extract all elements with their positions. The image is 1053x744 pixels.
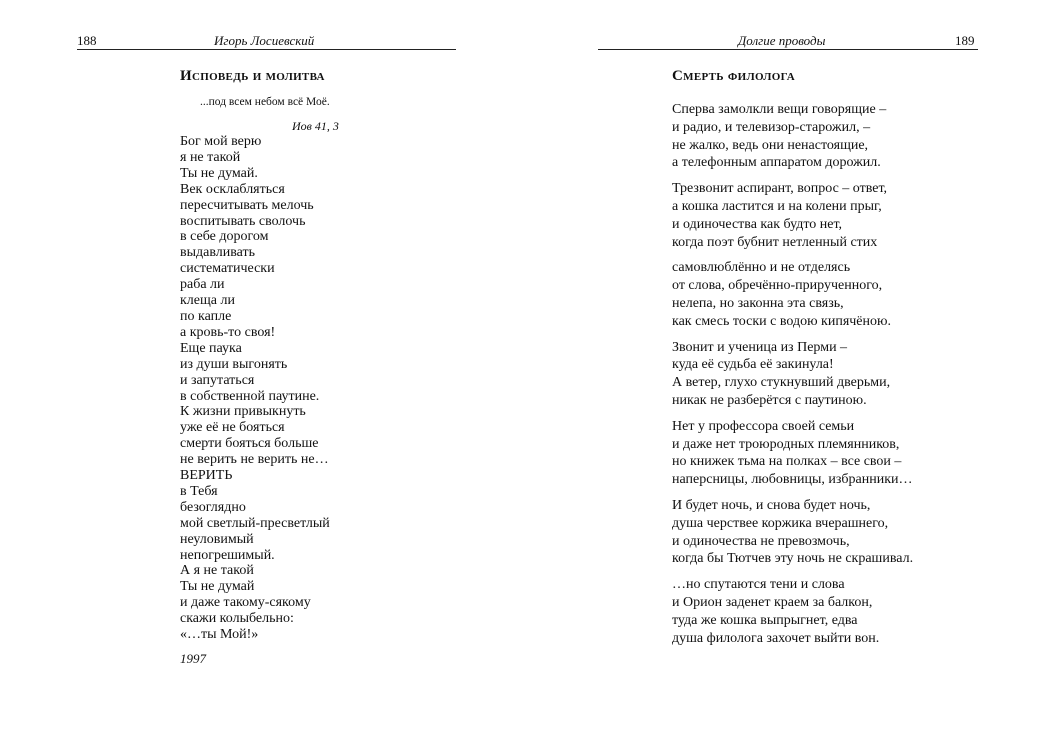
stanza <box>672 339 913 410</box>
stanza <box>672 576 913 647</box>
right-page <box>527 0 1053 744</box>
verse-line: и запутаться <box>180 372 255 388</box>
verse-line: А ветер, глухо стукнувший дверьми, <box>672 375 891 391</box>
verse-line: безоглядно <box>180 499 246 515</box>
verse-line: Век осклабляться <box>180 181 285 197</box>
verse-line: но книжек тьма на полках – все свои – <box>672 454 902 470</box>
verse-line: Нет у профессора своей семьи <box>672 418 855 434</box>
verse-line: …но спутаются тени и слова <box>672 577 845 593</box>
verse-line: раба ли <box>180 277 225 293</box>
verse-line: а кровь-то своя! <box>180 324 276 340</box>
verse-line: а телефонным аппаратом дорожил. <box>672 155 881 171</box>
verse-line: не жалко, ведь они ненастоящие, <box>672 137 869 153</box>
verse-line: в себе дорогом <box>180 229 269 245</box>
verse-line: и радио, и телевизор-старожил, – <box>672 119 871 135</box>
verse-line: наперсницы, любовницы, избранники… <box>672 472 913 488</box>
verse-line: смерти бояться больше <box>180 436 319 452</box>
verse-line: от слова, обречённо-прирученного, <box>672 278 883 294</box>
verse-line: ВЕРИТЬ <box>180 468 233 484</box>
verse-line: непогрешимый. <box>180 547 275 563</box>
left-running-header <box>77 33 456 49</box>
verse-line: по капле <box>180 308 232 324</box>
verse-line: пересчитывать мелочь <box>180 197 314 213</box>
verse-line: и даже нет троюродных племянников, <box>672 436 900 452</box>
poem-year: 1997 <box>180 651 206 666</box>
verse-line: и одиночества не превозмочь, <box>672 533 850 549</box>
verse-line: выдавливать <box>180 245 256 261</box>
verse-line: не верить не верить не… <box>180 452 329 468</box>
running-title-author: Игорь Лосиевский <box>214 33 315 48</box>
verse-line: в собственной паутине. <box>180 388 320 404</box>
verse-line: куда её судьба её закинула! <box>672 357 834 373</box>
verse-line: и Орион заденет краем за балкон, <box>672 594 873 610</box>
verse-line: Еще паука <box>180 340 242 356</box>
epigraph-source: Иов 41, 3 <box>292 119 339 133</box>
verse-line: Трезвонит аспирант, вопрос – ответ, <box>672 181 888 197</box>
verse-line: в Тебя <box>180 483 218 499</box>
verse-line: А я не такой <box>180 563 254 579</box>
verse-line: мой светлый-пресветлый <box>180 515 330 531</box>
header-rule-right <box>598 49 978 50</box>
verse-line: никак не разберётся с паутиною. <box>672 392 867 408</box>
verse-line: душа филолога захочет выйти вон. <box>672 630 880 646</box>
verse-line: самовлюблённо и не отделясь <box>672 260 851 276</box>
poem-title-right: Смерть филолога <box>672 68 795 84</box>
verse-line: нелепа, но законна эта связь, <box>672 295 844 311</box>
verse-line: как смесь тоски с водою кипячёною. <box>672 313 891 329</box>
verse-line: а кошка ластится и на колени прыг, <box>672 198 882 214</box>
stanza <box>672 418 913 489</box>
verse-line: когда бы Тютчев эту ночь не скрашивал. <box>672 551 914 567</box>
page-number-left: 188 <box>77 33 97 48</box>
running-title-book: Долгие проводы <box>738 33 826 48</box>
verse-line: скажи колыбельно: <box>180 611 294 627</box>
verse-line: когда поэт бубнит нетленный стих <box>672 234 878 250</box>
verse-line: клеща ли <box>180 293 235 309</box>
verse-line: и даже такому-сякому <box>180 595 311 611</box>
verse-line: «…ты Мой!» <box>180 627 259 643</box>
verse-line: воспитывать сволочь <box>180 213 306 229</box>
verse-line: Бог мой верю <box>180 134 262 149</box>
right-running-header <box>598 33 978 49</box>
verse-line: туда же кошка выпрыгнет, едва <box>672 612 858 628</box>
poem-lines-left <box>180 134 330 643</box>
verse-line: Ты не думай. <box>180 165 258 181</box>
verse-line: Звонит и ученица из Перми – <box>672 339 848 355</box>
verse-line: уже её не бояться <box>180 420 285 436</box>
verse-line: К жизни привыкнуть <box>180 404 306 420</box>
page-number-right: 189 <box>955 33 975 48</box>
poem-stanzas-right <box>672 101 913 655</box>
verse-line: Сперва замолкли вещи говорящие – <box>672 102 887 117</box>
verse-line: и одиночества как будто нет, <box>672 216 843 232</box>
verse-line: И будет ночь, и снова будет ночь, <box>672 497 871 513</box>
stanza <box>672 180 913 251</box>
stanza <box>672 497 913 568</box>
left-page <box>0 0 526 744</box>
verse-line: я не такой <box>180 149 241 165</box>
poem-title-left: Исповедь и молитва <box>180 68 325 84</box>
verse-line: душа черствее коржика вчерашнего, <box>672 515 889 531</box>
verse-line: неуловимый <box>180 531 254 547</box>
stanza <box>672 259 913 330</box>
verse-line: из души выгонять <box>180 356 288 372</box>
verse-line: систематически <box>180 261 275 277</box>
header-rule-left <box>77 49 456 50</box>
verse-line: Ты не думай <box>180 579 255 595</box>
epigraph: ...под всем небом всё Моё. <box>200 96 330 108</box>
stanza <box>672 101 913 172</box>
